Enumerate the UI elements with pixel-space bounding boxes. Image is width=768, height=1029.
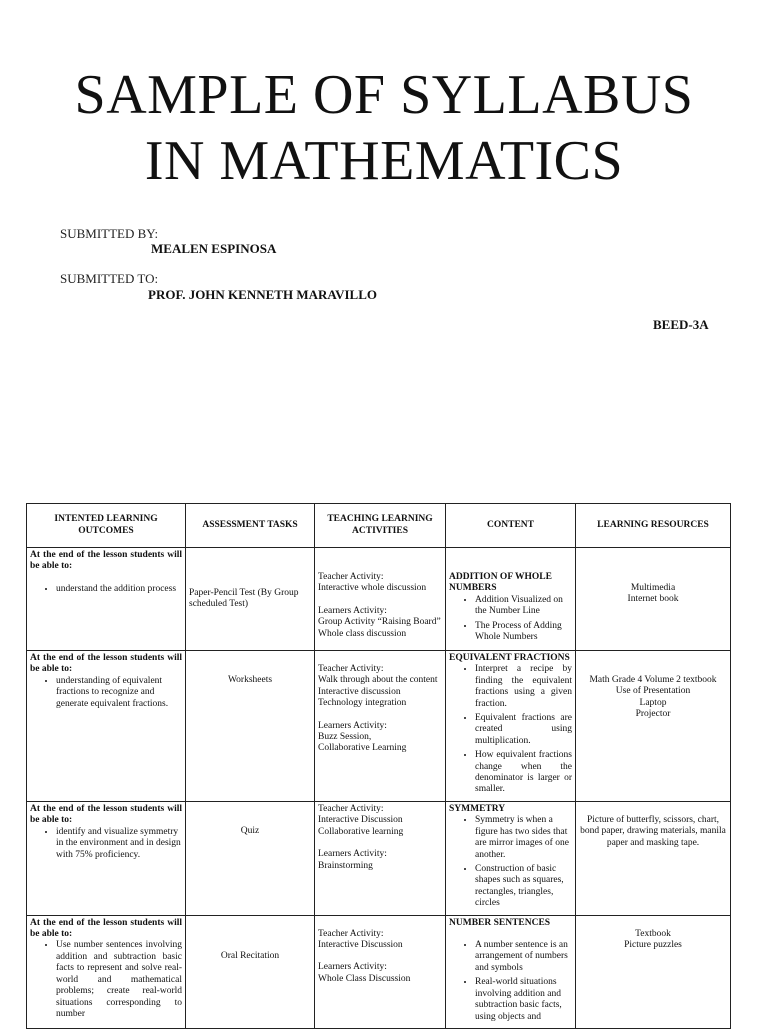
teacher-activity-label: Teacher Activity: xyxy=(318,572,384,582)
outcomes-cell xyxy=(27,802,186,916)
learner-activity-item: Whole Class Discussion xyxy=(318,973,411,984)
resource-item: Internet book xyxy=(627,594,679,605)
content-item: • Real-world situations involving addition and subtraction basic facts, using objects and xyxy=(475,977,572,1023)
outcomes-cell xyxy=(27,915,186,1028)
assessment-cell xyxy=(186,915,315,1028)
header-content: CONTENT xyxy=(446,504,576,548)
assessment-text: Quiz xyxy=(240,826,260,836)
activities-cell xyxy=(315,802,446,916)
learner-activity-item: Group Activity “Raising Board” xyxy=(318,617,441,628)
activities-cell xyxy=(315,548,446,651)
content-title: ADDITION OF WHOLE NUMBERS xyxy=(449,572,552,594)
outcomes-intro: At the end of the lesson students will be able to: xyxy=(30,653,182,675)
resource-item: Projector xyxy=(635,709,671,720)
header-outcomes: INTENTED LEARNING OUTCOMES xyxy=(27,504,186,548)
table-header-row xyxy=(27,504,731,548)
submitted-to-label: SUBMITTED TO: xyxy=(60,271,159,286)
teacher-activity-label: Teacher Activity: xyxy=(318,928,384,939)
outcomes-intro: At the end of the lesson students will be able to: xyxy=(30,804,182,826)
syllabus-table xyxy=(26,503,731,1029)
resources-cell xyxy=(576,651,731,802)
learner-activity-item: Whole class discussion xyxy=(318,628,407,639)
content-item: • Symmetry is when a figure has two sides that are mirror images of one another. xyxy=(475,815,572,861)
document-title xyxy=(0,62,768,194)
header-resources: LEARNING RESOURCES xyxy=(576,504,731,548)
content-item: • Interpret a recipe by finding the equivalent fractions using a given fraction. xyxy=(475,664,572,710)
teacher-activity-item: Interactive whole discussion xyxy=(318,583,427,594)
content-cell xyxy=(446,548,576,651)
outcomes-cell xyxy=(27,548,186,651)
teacher-activity-item: Collaborative learning xyxy=(318,826,404,837)
learner-activity-label: Learners Activity: xyxy=(318,605,387,616)
outcome-item: • understanding of equivalent fractions to recognize and generate equivalent fractions. xyxy=(56,676,182,710)
learner-activity-label: Learners Activity: xyxy=(318,849,387,860)
content-item: • How equivalent fractions change when the denominator is larger or smaller. xyxy=(475,750,572,796)
content-item: • Addition Visualized on the Number Line xyxy=(475,595,572,618)
section-label: BEED-3A xyxy=(653,317,709,332)
table-row xyxy=(27,651,731,802)
content-item: • The Process of Adding Whole Numbers xyxy=(475,621,572,644)
resource-item: Math Grade 4 Volume 2 textbook xyxy=(589,675,717,685)
header-assessment: ASSESSMENT TASKS xyxy=(186,504,315,548)
content-title: SYMMETRY xyxy=(449,804,506,814)
teacher-activity-item: Technology integration xyxy=(318,698,407,709)
resource-item: Multimedia xyxy=(630,583,676,593)
teacher-activity-item: Interactive Discussion xyxy=(318,815,403,826)
assessment-text: Paper-Pencil Test (By Group scheduled Test) xyxy=(189,587,299,609)
outcomes-intro: At the end of the lesson students will be able to: xyxy=(30,917,182,940)
content-cell xyxy=(446,802,576,916)
submitted-by-label: SUBMITTED BY: xyxy=(60,226,159,241)
table-row xyxy=(27,802,731,916)
assessment-cell xyxy=(186,802,315,916)
outcome-item: • identify and visualize symmetry in the environment and in design with 75% proficiency. xyxy=(56,827,182,861)
outcome-item: • Use number sentences involving addition and subtraction basic facts to represent and solve real-world and mathematical problems; create real-world situations corresponding to number xyxy=(56,940,182,1020)
content-title: EQUIVALENT FRACTIONS xyxy=(449,653,570,663)
content-title: NUMBER SENTENCES xyxy=(449,917,551,928)
assessment-cell xyxy=(186,548,315,651)
submitted-by-name: MEALEN ESPINOSA xyxy=(151,241,277,256)
learner-activity-label: Learners Activity: xyxy=(318,962,387,973)
learner-activity-label: Learners Activity: xyxy=(318,720,387,731)
resources-cell xyxy=(576,915,731,1028)
content-item: • Equivalent fractions are created using multiplication. xyxy=(475,713,572,747)
resources-cell xyxy=(576,548,731,651)
table-row xyxy=(27,915,731,1028)
content-item: • Construction of basic shapes such as squares, rectangles, triangles, circles xyxy=(475,864,572,910)
outcomes-cell xyxy=(27,651,186,802)
activities-cell xyxy=(315,651,446,802)
title-line-2: IN MATHEMATICS xyxy=(144,130,624,192)
resources-cell xyxy=(576,802,731,916)
teacher-activity-item: Interactive Discussion xyxy=(318,940,403,951)
resource-item: Picture of butterfly, scissors, chart, bond paper, drawing materials, manila paper and masking tape. xyxy=(580,815,726,848)
teacher-activity-item: Interactive discussion xyxy=(318,686,401,697)
teacher-activity-label: Teacher Activity: xyxy=(318,664,384,674)
outcome-item: • understand the addition process xyxy=(56,584,182,595)
submitted-to-name: PROF. JOHN KENNETH MARAVILLO xyxy=(148,287,377,302)
assessment-cell xyxy=(186,651,315,802)
learner-activity-item: Buzz Session, xyxy=(318,732,372,743)
assessment-text: Oral Recitation xyxy=(220,950,280,961)
teacher-activity-label: Teacher Activity: xyxy=(318,804,384,814)
header-activities: TEACHING LEARNING ACTIVITIES xyxy=(315,504,446,548)
content-cell xyxy=(446,651,576,802)
activities-cell xyxy=(315,915,446,1028)
title-line-1: SAMPLE OF SYLLABUS xyxy=(74,64,694,126)
resource-item: Picture puzzles xyxy=(624,940,682,951)
learner-activity-item: Collaborative Learning xyxy=(318,743,407,754)
teacher-activity-item: Walk through about the content xyxy=(318,675,438,686)
resource-item: Use of Presentation xyxy=(615,686,691,697)
table-row xyxy=(27,548,731,651)
content-cell xyxy=(446,915,576,1028)
resource-item: Laptop xyxy=(639,697,667,708)
learner-activity-item: Brainstorming xyxy=(318,860,373,871)
content-item: • A number sentence is an arrangement of numbers and symbols xyxy=(475,940,572,974)
outcomes-intro: At the end of the lesson students will be able to: xyxy=(30,550,182,572)
assessment-text: Worksheets xyxy=(227,675,273,685)
resource-item: Textbook xyxy=(635,928,671,939)
